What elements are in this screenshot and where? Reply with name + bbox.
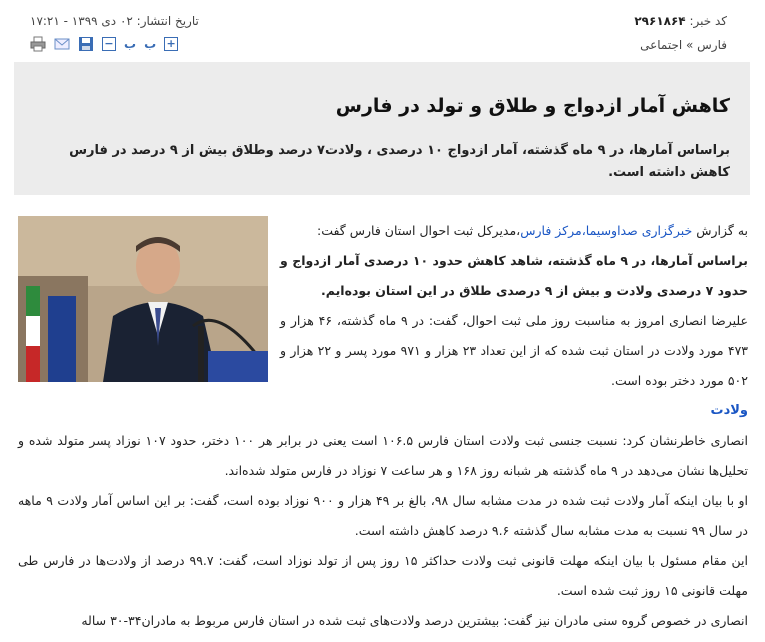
paragraph-1: علیرضا انصاری امروز به مناسبت روز ملی ثبت احوال، گفت: در ۹ ماه گذشته، ۴۶ هزار و ۴۷۳ مورد ولادت در استان ثبت شده که از این تعداد ۲۳ هزار و ۹۷۱ مورد پسر و ۲۲ هزار و ۵۰۲ مورد دختر بوده است. — [280, 313, 749, 388]
font-small-icon[interactable]: ب — [124, 37, 137, 51]
news-code-value: ۲۹۶۱۸۶۴ — [634, 14, 686, 28]
section-heading-birth: ولادت — [710, 403, 748, 418]
meta-bar — [14, 0, 751, 62]
article-body — [18, 216, 748, 636]
publish-date: تاریخ انتشار: ۰۲ دی ۱۳۹۹ - ۱۷:۲۱ — [30, 14, 199, 28]
source-link[interactable]: خبرگزاری صداوسیما،مرکز فارس — [520, 223, 693, 238]
font-decrease-button[interactable]: − — [102, 37, 116, 51]
save-icon[interactable] — [78, 36, 94, 52]
print-icon[interactable] — [30, 36, 46, 52]
font-large-icon[interactable]: ب — [144, 37, 157, 51]
intro-prefix: به گزارش — [692, 223, 748, 238]
breadcrumb[interactable]: فارس » اجتماعی — [640, 38, 727, 52]
article-toolbar — [30, 36, 178, 52]
news-code — [634, 14, 727, 28]
paragraph-4: این مقام مسئول با بیان اینکه مهلت قانونی ثبت ولادت حداکثر ۱۵ روز پس از تولد نوزاد است، گفت: ۹۹.۷ درصد از ولادت‌ها در فارس طی مهلت قانونی ۱۵ روز ثبت شده است. — [18, 553, 749, 598]
headline-box — [14, 62, 750, 195]
font-increase-button[interactable]: + — [164, 37, 178, 51]
lead-text: براساس آمارها، در ۹ ماه گذشته، آمار ازدواج ۱۰ درصدی ، ولادت۷ درصد وطلاق بیش از ۹ درصد در فارس کاهش داشته است. — [69, 143, 730, 180]
email-icon[interactable] — [54, 36, 70, 52]
article-photo — [18, 216, 268, 382]
paragraph-5: انصاری در خصوص گروه سنی مادران نیز گفت: بیشترین درصد ولادت‌های ثبت شده در استان فارس مربوط به مادران۳۴-۳۰ ساله — [81, 613, 748, 628]
page-title: کاهش آمار ازدواج و طلاق و تولد در فارس — [335, 95, 730, 117]
paragraph-3: او با بیان اینکه آمار ولادت ثبت شده در مدت مشابه سال ۹۸، بالغ بر ۴۹ هزار و ۹۰۰ نوزاد بوده است، گفت: بر این اساس آمار ولادت ۹ ماهه در سال ۹۹ نسبت به مدت مشابه سال گذشته ۹.۶ درصد کاهش داشته است. — [18, 493, 748, 538]
bold-paragraph: براساس آمارها، در ۹ ماه گذشته، شاهد کاهش حدود ۱۰ درصدی آمار ازدواج و حدود ۷ درصدی ولادت و بیش از ۹ درصدی طلاق در این استان بوده‌ایم. — [280, 253, 748, 298]
news-code-label: کد خبر: — [689, 14, 727, 28]
intro-suffix: ،مدیرکل ثبت احوال استان فارس گفت: — [316, 223, 521, 238]
paragraph-2: انصاری خاطرنشان کرد: نسبت جنسی ثبت ولادت استان فارس ۱۰۶.۵ است یعنی در برابر هر ۱۰۰ دختر، حدود ۱۰۷ نوزاد پسر متولد شده و تحلیل‌ها نشان می‌دهد در ۹ ماه گذشته هر شبانه روز ۱۶۸ و هر ساعت ۷ نوزاد در فارس متولد شده‌اند. — [18, 433, 749, 478]
